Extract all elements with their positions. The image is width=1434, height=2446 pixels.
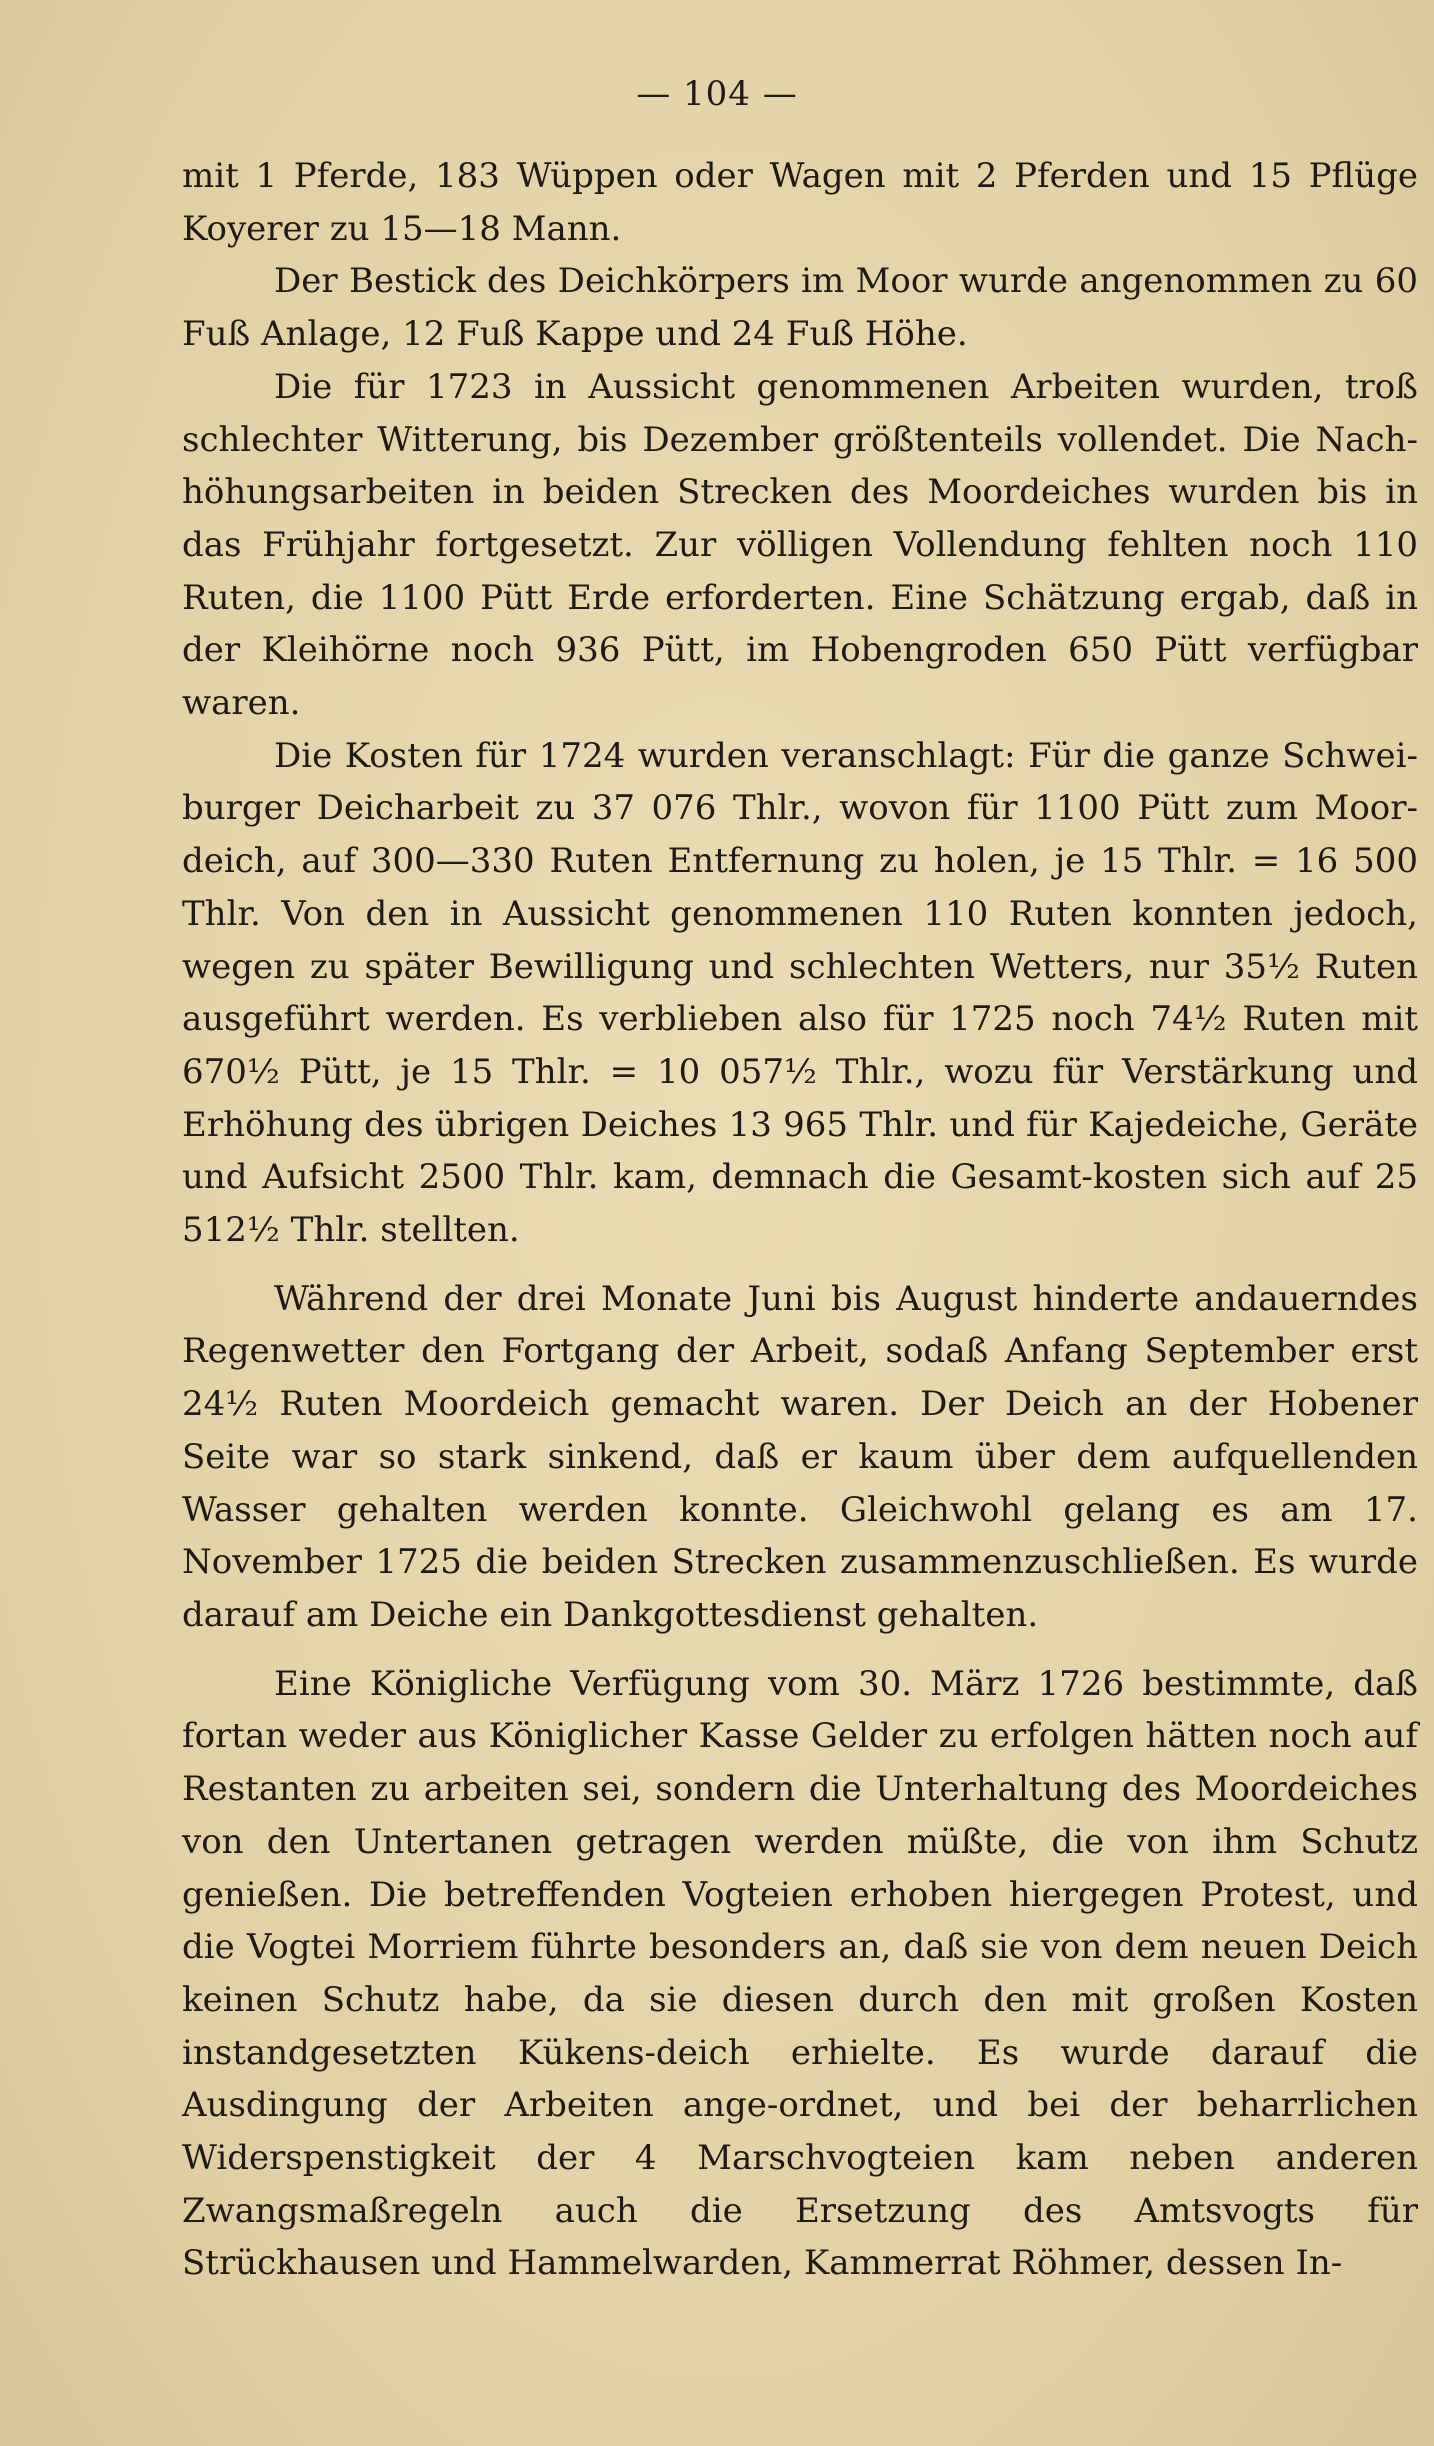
body-text <box>182 150 1418 2290</box>
paragraph-3: Die für 1723 in Aussicht genommenen Arbeiten wurden, troß schlechter Witterung, bis Dezember größtenteils vollendet. Die Nach-höhungsarbeiten in beiden Strecken des Moordeiches wurden bis in das Frühjahr fortgesetzt. Zur völligen Vollendung fehlten noch 110 Ruten, die 1100 Pütt Erde erforderten. Eine Schätzung ergab, daß in der Kleihörne noch 936 Pütt, im Hobengroden 650 Pütt verfügbar waren. <box>182 366 1418 724</box>
page-number: — 104 — <box>636 74 798 114</box>
paragraph-5: Während der drei Monate Juni bis August hinderte andauerndes Regenwetter den Fortgang der Arbeit, sodaß Anfang September erst 24½ Ruten Moordeich gemacht waren. Der Deich an der Hobener Seite war so stark sinkend, daß er kaum über dem aufquellenden Wasser gehalten werden konnte. Gleichwohl gelang es am 17. November 1725 die beiden Strecken zusammenzuschließen. Es wurde darauf am Deiche ein Dankgottesdienst gehalten. <box>182 1278 1418 1635</box>
paragraph-1: mit 1 Pferde, 183 Wüppen oder Wagen mit 2 Pferden und 15 Pflüge Koyerer zu 15—18 Mann. <box>182 156 1418 249</box>
paragraph-6: Eine Königliche Verfügung vom 30. März 1726 bestimmte, daß fortan weder aus Königlicher Kasse Gelder zu erfolgen hätten noch auf Restanten zu arbeiten sei, sondern die Unterhaltung des Moordeiches von den Untertanen getragen werden müßte, die von ihm Schutz genießen. Die betreffenden Vogteien erhoben hiergegen Protest, und die Vogtei Morriem führte besonders an, daß sie von dem neuen Deich keinen Schutz habe, da sie diesen durch den mit großen Kosten instandgesetzten Kükens-deich erhielte. Es wurde darauf die Ausdingung der Arbeiten ange-ordnet, und bei der beharrlichen Widerspenstigkeit der 4 Marschvogteien kam neben anderen Zwangsmaßregeln auch die Ersetzung des Amtsvogts für Strückhausen und Hammelwarden, Kammerrat Röhmer, dessen In- <box>182 1663 1418 2284</box>
paragraph-4: Die Kosten für 1724 wurden veranschlagt: Für die ganze Schwei-burger Deicharbeit zu 37 076 Thlr., wovon für 1100 Pütt zum Moor-deich, auf 300—330 Ruten Entfernung zu holen, je 15 Thlr. = 16 500 Thlr. Von den in Aussicht genommenen 110 Ruten konnten jedoch, wegen zu später Bewilligung und schlechten Wetters, nur 35½ Ruten ausgeführt werden. Es verblieben also für 1725 noch 74½ Ruten mit 670½ Pütt, je 15 Thlr. = 10 057½ Thlr., wozu für Verstärkung und Erhöhung des übrigen Deiches 13 965 Thlr. und für Kajedeiche, Geräte und Aufsicht 2500 Thlr. kam, demnach die Gesamt-kosten sich auf 25 512½ Thlr. stellten. <box>182 735 1418 1251</box>
paragraph-2: Der Bestick des Deichkörpers im Moor wurde angenommen zu 60 Fuß Anlage, 12 Fuß Kappe und 24 Fuß Höhe. <box>182 261 1418 355</box>
